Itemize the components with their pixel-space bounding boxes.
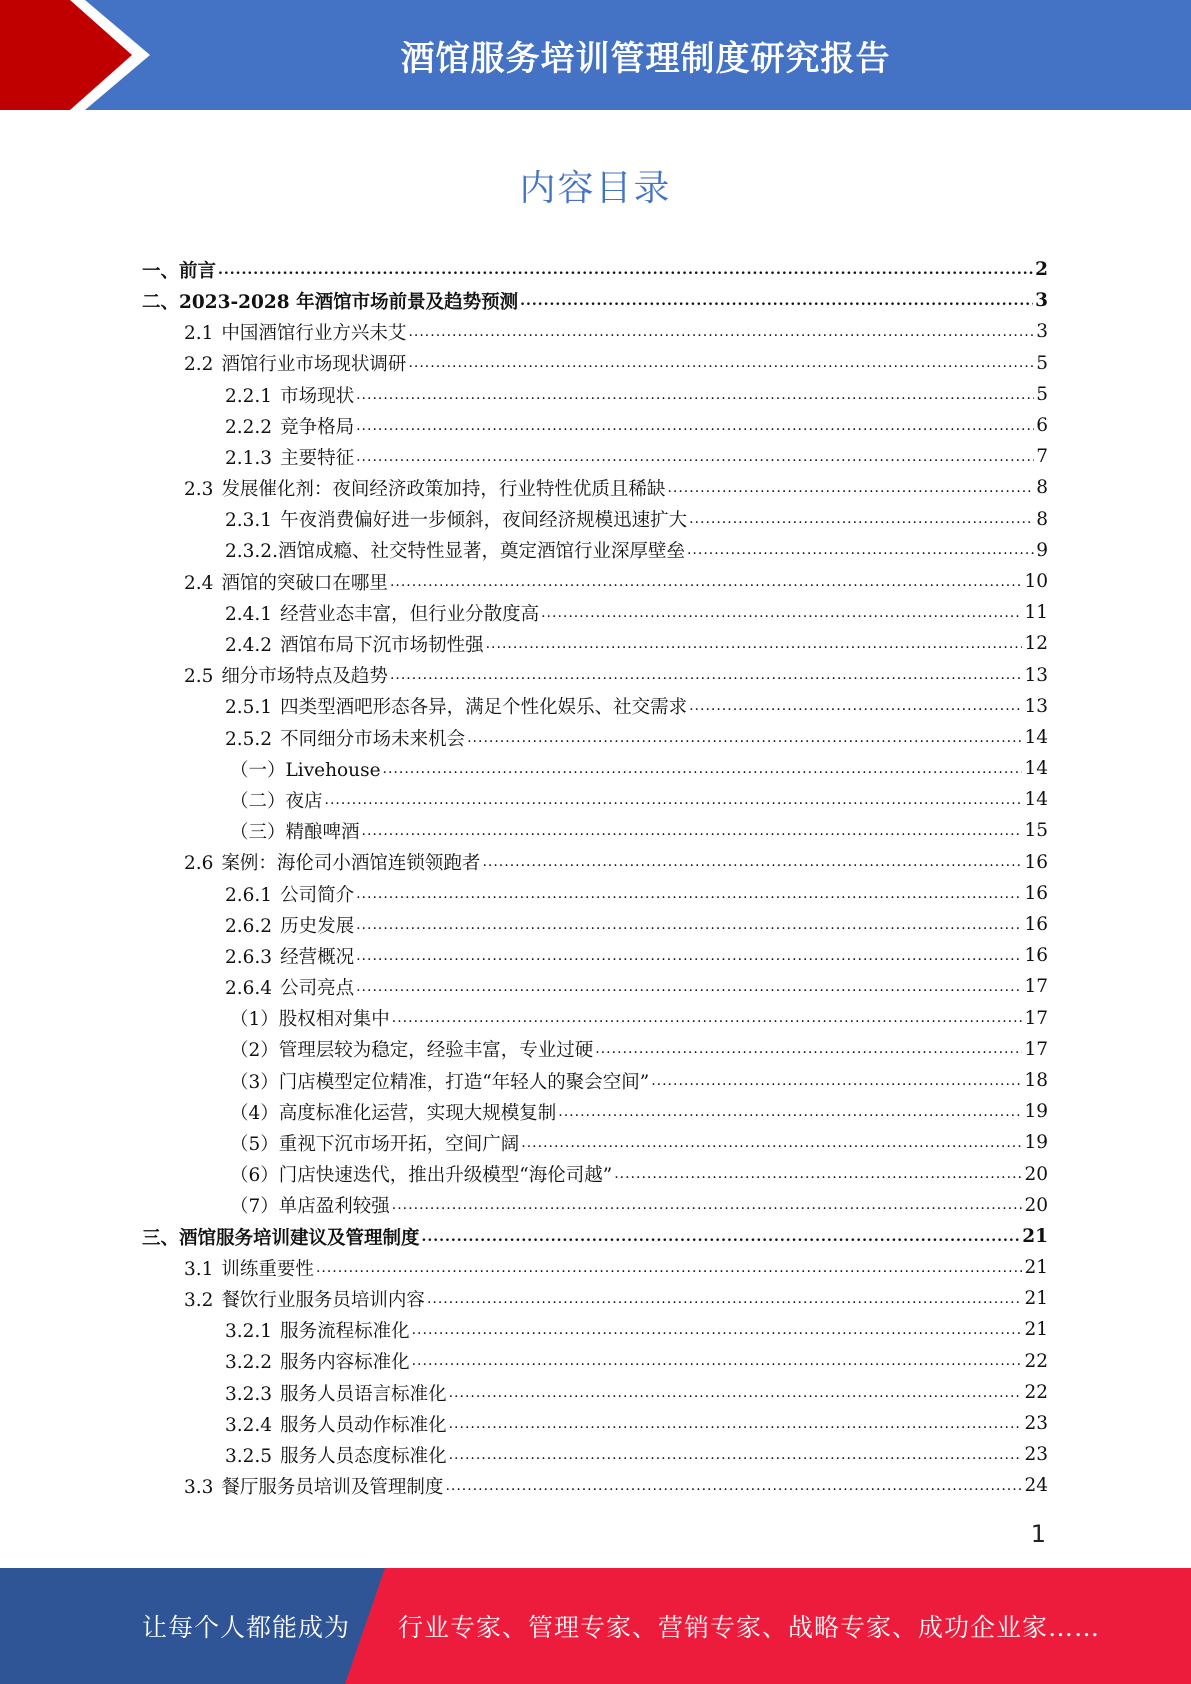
page-number: 1 — [1030, 1520, 1046, 1548]
toc-entry[interactable] — [142, 971, 1048, 1002]
toc-entry-number: 3.2.3 — [225, 1383, 273, 1405]
toc-entry[interactable] — [142, 285, 1048, 316]
toc-dot-leader — [595, 1036, 1022, 1056]
toc-entry[interactable] — [142, 1190, 1048, 1221]
toc-dot-leader — [449, 1442, 1023, 1462]
toc-entry[interactable] — [142, 1065, 1048, 1096]
toc-entry-line — [230, 1098, 1024, 1124]
toc-entry[interactable] — [142, 379, 1048, 410]
toc-entry-line — [225, 911, 1024, 937]
toc-page-number: 20 — [1024, 1163, 1048, 1185]
report-title: 酒馆服务培训管理制度研究报告 — [400, 38, 891, 79]
toc-entry-number: 2.5 — [184, 666, 214, 688]
toc-entry-line — [225, 693, 1024, 719]
toc-entry-title: 一、前言 — [142, 260, 217, 282]
toc-entry-number: 2.4.1 — [225, 603, 273, 625]
toc-entry-line — [184, 1286, 1024, 1312]
toc-entry-number: 2.6.1 — [225, 884, 273, 906]
toc-entry[interactable] — [142, 535, 1048, 566]
toc-entry-title: 主要特征 — [280, 447, 355, 469]
toc-page-number: 18 — [1024, 1069, 1048, 1091]
toc-entry-title: 细分市场特点及趋势 — [221, 666, 388, 688]
toc-dot-leader — [356, 911, 1022, 931]
toc-entry-line — [225, 412, 1036, 438]
toc-entry-title: 市场现状 — [280, 385, 355, 407]
toc-dot-leader — [356, 444, 1034, 464]
toc-dot-leader — [687, 537, 1034, 557]
toc-dot-leader — [356, 412, 1034, 432]
toc-entry[interactable] — [142, 348, 1048, 379]
toc-page-number: 3 — [1036, 321, 1048, 343]
toc-dot-leader — [356, 974, 1022, 994]
toc-entry-number: 3.2.2 — [225, 1352, 273, 1374]
toc-page-number: 22 — [1024, 1350, 1048, 1372]
toc-entry-line — [142, 256, 1035, 282]
toc-page-number: 11 — [1024, 602, 1048, 624]
toc-entry-number: 3.2.1 — [225, 1321, 273, 1343]
toc-entry[interactable] — [142, 1221, 1048, 1252]
toc-dot-leader — [486, 631, 1023, 651]
toc-entry-line — [184, 475, 1036, 501]
toc-entry-line — [225, 943, 1024, 969]
toc-entry-line — [184, 568, 1024, 594]
toc-page-number: 21 — [1024, 1288, 1048, 1310]
toc-page-number: 13 — [1024, 695, 1048, 717]
toc-page-number: 3 — [1035, 290, 1048, 312]
toc-entry-number: 2.1 — [184, 323, 214, 345]
toc-entry[interactable] — [142, 1096, 1048, 1127]
toc-entry[interactable] — [142, 1408, 1048, 1439]
toc-entry[interactable] — [142, 1439, 1048, 1470]
toc-entry[interactable] — [142, 1314, 1048, 1345]
toc-entry[interactable] — [142, 1034, 1048, 1065]
toc-entry-line — [225, 1317, 1024, 1343]
toc-entry[interactable] — [142, 1283, 1048, 1314]
toc-entry[interactable] — [142, 566, 1048, 597]
toc-entry[interactable] — [142, 753, 1048, 784]
toc-entry[interactable] — [142, 472, 1048, 503]
toc-entry-title: 三、酒馆服务培训建议及管理制度 — [142, 1227, 420, 1249]
toc-entry-line — [225, 880, 1024, 906]
toc-entry-title: 竞争格局 — [280, 416, 355, 438]
toc-page-number: 7 — [1036, 446, 1048, 468]
toc-entry-number: 2.6.2 — [225, 915, 273, 937]
toc-entry-title: 2.3.2.酒馆成瘾、社交特性显著，奠定酒馆行业深厚壁垒 — [225, 541, 685, 563]
toc-entry[interactable] — [142, 1003, 1048, 1034]
toc-entry-title: 服务流程标准化 — [280, 1321, 410, 1343]
table-of-contents — [142, 254, 1048, 1502]
toc-entry[interactable] — [142, 1346, 1048, 1377]
toc-entry-line — [230, 1192, 1024, 1218]
toc-entry-line — [142, 1223, 1022, 1249]
toc-entry-line — [225, 1442, 1024, 1468]
toc-entry-title: （一）Livehouse — [230, 759, 381, 781]
toc-dot-leader — [427, 1286, 1023, 1306]
toc-entry-title: 历史发展 — [280, 915, 355, 937]
toc-entry-line — [225, 1410, 1024, 1436]
toc-dot-leader — [521, 1130, 1022, 1150]
toc-dot-leader — [356, 943, 1022, 963]
toc-entry-title: （三）精酿啤酒 — [230, 822, 360, 844]
toc-page-number: 15 — [1024, 820, 1048, 842]
toc-dot-leader — [390, 568, 1023, 588]
toc-entry-title: 经营业态丰富，但行业分散度高 — [280, 603, 540, 625]
toc-entry-line — [230, 1161, 1024, 1187]
toc-entry-line — [225, 1348, 1024, 1374]
toc-entry-title: （2）管理层较为稳定，经验丰富，专业过硬 — [230, 1040, 594, 1062]
toc-entry-title: 案例：海伦司小酒馆连锁领跑者 — [221, 853, 481, 875]
toc-entry[interactable] — [142, 691, 1048, 722]
page-footer — [0, 1568, 1191, 1684]
toc-entry[interactable] — [142, 909, 1048, 940]
toc-entry-title: 二、2023-2028 年酒馆市场前景及趋势预测 — [142, 291, 519, 313]
toc-page-number: 17 — [1024, 976, 1048, 998]
toc-entry-title: 酒馆行业市场现状调研 — [221, 354, 407, 376]
toc-entry-line — [184, 849, 1024, 875]
toc-entry[interactable] — [142, 1158, 1048, 1189]
toc-entry-number: 2.6.4 — [225, 978, 273, 1000]
footer-slogan-right: 行业专家、管理专家、营销专家、战略专家、成功企业家…… — [398, 1613, 1101, 1642]
toc-entry-title: 午夜消费偏好进一步倾斜，夜间经济规模迅速扩大 — [280, 510, 688, 532]
toc-entry-line — [230, 787, 1024, 813]
toc-entry-line — [184, 319, 1036, 345]
toc-page-number: 17 — [1024, 1038, 1048, 1060]
toc-entry[interactable] — [142, 597, 1048, 628]
toc-dot-leader — [667, 475, 1034, 495]
toc-entry-number: 3.1 — [184, 1258, 214, 1280]
toc-entry-line — [225, 1379, 1024, 1405]
toc-dot-leader — [412, 1317, 1023, 1337]
toc-page-number: 10 — [1024, 570, 1048, 592]
toc-dot-leader — [689, 693, 1022, 713]
toc-entry-line — [230, 1130, 1024, 1156]
toc-entry-line — [184, 350, 1036, 376]
footer-slogan-left: 让每个人都能成为 — [142, 1613, 351, 1642]
toc-dot-leader — [392, 1192, 1023, 1212]
toc-page-number: 16 — [1024, 851, 1048, 873]
toc-page-number: 23 — [1024, 1444, 1048, 1466]
toc-entry-line — [184, 1254, 1024, 1280]
toc-entry-title: （3）门店模型定位精准，打造“年轻人的聚会空间” — [230, 1071, 650, 1093]
toc-entry-title: 餐饮行业服务员培训内容 — [221, 1289, 425, 1311]
toc-entry-line — [225, 974, 1024, 1000]
toc-page-number: 19 — [1024, 1101, 1048, 1123]
toc-entry[interactable] — [142, 784, 1048, 815]
toc-entry-line — [184, 1473, 1024, 1499]
toc-entry[interactable] — [142, 254, 1048, 285]
toc-entry-number: 3.2.4 — [225, 1414, 273, 1436]
toc-entry[interactable] — [142, 1252, 1048, 1283]
toc-entry[interactable] — [142, 1470, 1048, 1501]
toc-dot-leader — [408, 319, 1034, 339]
toc-entry-title: （7）单店盈利较强 — [230, 1196, 390, 1218]
toc-page-number: 8 — [1036, 508, 1048, 530]
toc-entry-number: 2.3.1 — [225, 510, 273, 532]
toc-entry-number: 2.5.1 — [225, 697, 273, 719]
toc-entry-title: 公司亮点 — [280, 978, 355, 1000]
toc-entry-title: 中国酒馆行业方兴未艾 — [221, 323, 407, 345]
toc-dot-leader — [412, 1348, 1023, 1368]
toc-entry-title: 餐厅服务员培训及管理制度 — [221, 1477, 444, 1499]
toc-page-number: 19 — [1024, 1132, 1048, 1154]
toc-entry-title: 服务人员语言标准化 — [280, 1383, 447, 1405]
toc-entry-number: 2.1.3 — [225, 447, 273, 469]
toc-dot-leader — [449, 1379, 1023, 1399]
toc-entry-title: 服务人员态度标准化 — [280, 1445, 447, 1467]
toc-dot-leader — [689, 506, 1034, 526]
toc-entry[interactable] — [142, 815, 1048, 846]
toc-dot-leader — [356, 381, 1034, 401]
header-chevron-graphic — [0, 0, 160, 110]
toc-entry[interactable] — [142, 410, 1048, 441]
toc-heading: 内容目录 — [519, 168, 672, 209]
toc-page-number: 5 — [1036, 383, 1048, 405]
toc-page-number: 21 — [1024, 1319, 1048, 1341]
toc-entry-number: 2.2.2 — [225, 416, 273, 438]
toc-entry[interactable] — [142, 940, 1048, 971]
toc-entry[interactable] — [142, 504, 1048, 535]
toc-entry-number: 2.6 — [184, 853, 214, 875]
toc-entry-title: 服务人员动作标准化 — [280, 1414, 447, 1436]
toc-page-number: 6 — [1036, 415, 1048, 437]
toc-entry-number: 2.4.2 — [225, 635, 273, 657]
toc-dot-leader — [614, 1161, 1022, 1181]
toc-dot-leader — [520, 288, 1033, 308]
toc-entry-title: 酒馆布局下沉市场韧性强 — [280, 635, 484, 657]
toc-entry-line — [230, 1005, 1024, 1031]
toc-entry-line — [230, 755, 1024, 781]
toc-entry-line — [230, 818, 1024, 844]
toc-entry[interactable] — [142, 659, 1048, 690]
toc-entry[interactable] — [142, 1377, 1048, 1408]
toc-entry-line — [184, 662, 1024, 688]
toc-dot-leader — [422, 1223, 1021, 1243]
toc-entry-line — [225, 537, 1036, 563]
toc-entry-title: 训练重要性 — [221, 1258, 314, 1280]
toc-page-number: 16 — [1024, 914, 1048, 936]
toc-entry-title: （1）股权相对集中 — [230, 1009, 390, 1031]
toc-dot-leader — [558, 1098, 1022, 1118]
toc-entry-number: 2.6.3 — [225, 946, 273, 968]
toc-entry-title: 四类型酒吧形态各异，满足个性化娱乐、社交需求 — [280, 697, 688, 719]
toc-page-number: 14 — [1024, 758, 1048, 780]
toc-page-number: 13 — [1024, 664, 1048, 686]
toc-entry-line — [225, 444, 1036, 470]
toc-entry-number: 2.2 — [184, 354, 214, 376]
toc-entry[interactable] — [142, 722, 1048, 753]
toc-entry-title: （6）门店快速迭代，推出升级模型“海伦司越” — [230, 1165, 613, 1187]
toc-entry-line — [142, 288, 1035, 314]
toc-entry-number: 2.2.1 — [225, 385, 273, 407]
toc-dot-leader — [392, 1005, 1023, 1025]
toc-page-number: 23 — [1024, 1413, 1048, 1435]
toc-entry-title: （5）重视下沉市场开拓，空间广阔 — [230, 1134, 520, 1156]
toc-entry-title: （二）夜店 — [230, 790, 323, 812]
toc-entry-title: 不同细分市场未来机会 — [280, 728, 466, 750]
toc-entry-number: 2.5.2 — [225, 728, 273, 750]
toc-dot-leader — [390, 662, 1023, 682]
toc-entry-line — [225, 631, 1024, 657]
toc-entry[interactable] — [142, 1127, 1048, 1158]
toc-entry-number: 2.3 — [184, 479, 214, 501]
toc-entry-line — [225, 506, 1036, 532]
toc-entry-title: 公司简介 — [280, 884, 355, 906]
toc-dot-leader — [408, 350, 1034, 370]
toc-dot-leader — [325, 787, 1023, 807]
toc-dot-leader — [383, 755, 1023, 775]
toc-dot-leader — [651, 1067, 1022, 1087]
toc-page-number: 17 — [1024, 1007, 1048, 1029]
toc-entry-title: 酒馆的突破口在哪里 — [221, 572, 388, 594]
toc-page-number: 9 — [1036, 539, 1048, 561]
toc-page-number: 14 — [1024, 726, 1048, 748]
toc-entry-line — [230, 1067, 1024, 1093]
toc-entry-line — [230, 1036, 1024, 1062]
toc-entry-number: 3.3 — [184, 1477, 214, 1499]
toc-dot-leader — [362, 818, 1023, 838]
toc-page-number: 21 — [1022, 1225, 1048, 1247]
toc-entry-line — [225, 724, 1024, 750]
toc-page-number: 24 — [1024, 1475, 1048, 1497]
toc-page-number: 20 — [1024, 1194, 1048, 1216]
toc-entry[interactable] — [142, 847, 1048, 878]
toc-page-number: 21 — [1024, 1257, 1048, 1279]
toc-dot-leader — [449, 1410, 1023, 1430]
toc-dot-leader — [445, 1473, 1022, 1493]
toc-page-number: 16 — [1024, 882, 1048, 904]
toc-entry-line — [225, 381, 1036, 407]
toc-dot-leader — [356, 880, 1022, 900]
toc-entry-title: 经营概况 — [280, 946, 355, 968]
toc-page-number: 8 — [1036, 477, 1048, 499]
toc-page-number: 22 — [1024, 1381, 1048, 1403]
toc-dot-leader — [541, 599, 1022, 619]
toc-dot-leader — [316, 1254, 1023, 1274]
toc-entry[interactable] — [142, 628, 1048, 659]
toc-entry-number: 2.4 — [184, 572, 214, 594]
toc-page-number: 2 — [1035, 259, 1048, 281]
toc-entry-title: （4）高度标准化运营，实现大规模复制 — [230, 1102, 557, 1124]
toc-dot-leader — [467, 724, 1022, 744]
page-header — [0, 0, 1191, 110]
toc-entry-title: 发展催化剂：夜间经济政策加持，行业特性优质且稀缺 — [221, 479, 666, 501]
toc-entry-line — [225, 599, 1024, 625]
toc-dot-leader — [482, 849, 1022, 869]
toc-entry-number: 3.2.5 — [225, 1445, 273, 1467]
toc-page-number: 12 — [1024, 633, 1048, 655]
toc-page-number: 16 — [1024, 945, 1048, 967]
toc-entry-title: 服务内容标准化 — [280, 1352, 410, 1374]
toc-entry[interactable] — [142, 316, 1048, 347]
toc-entry-number: 3.2 — [184, 1289, 214, 1311]
toc-dot-leader — [218, 256, 1033, 276]
toc-page-number: 5 — [1036, 352, 1048, 374]
toc-entry[interactable] — [142, 878, 1048, 909]
toc-entry[interactable] — [142, 441, 1048, 472]
toc-page-number: 14 — [1024, 789, 1048, 811]
